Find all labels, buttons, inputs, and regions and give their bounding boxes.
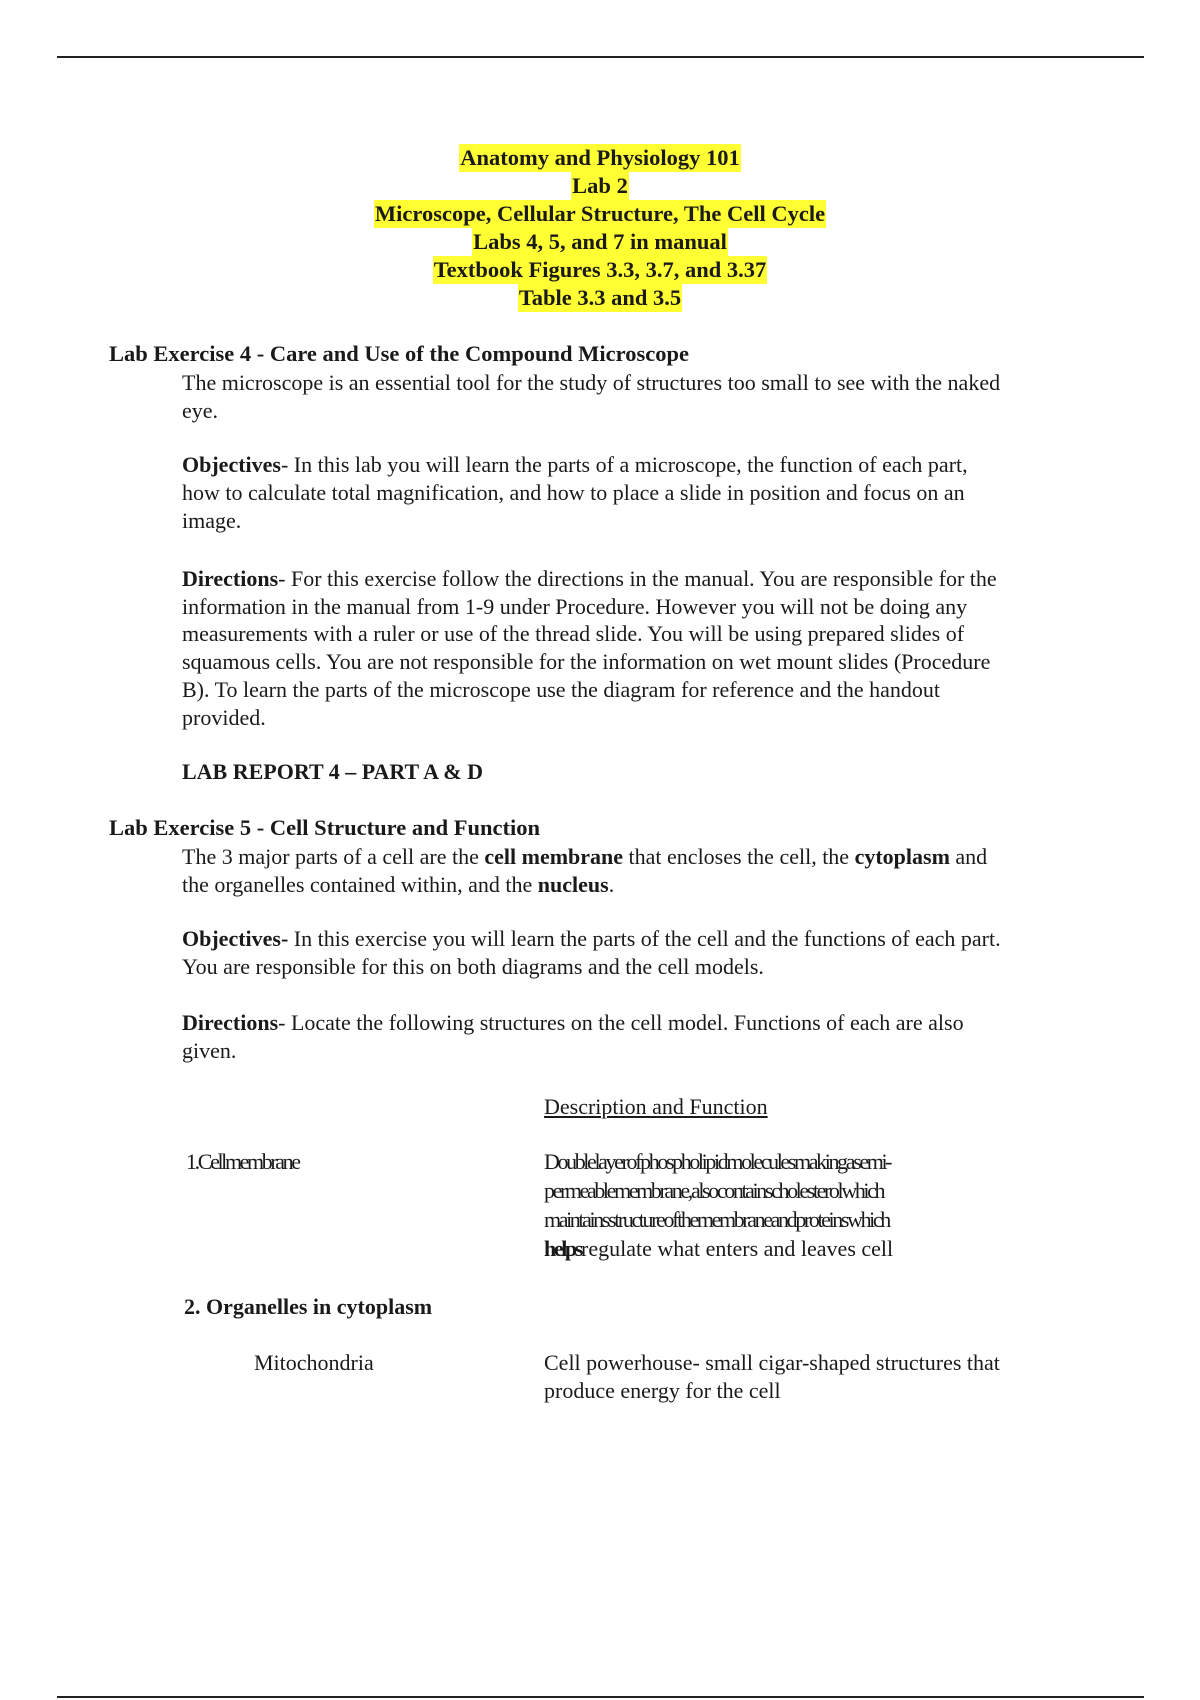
term-cytoplasm: cytoplasm: [854, 844, 950, 869]
textbook-figures: Textbook Figures 3.3, 3.7, and 3.37: [433, 257, 767, 282]
footer-rule: [57, 1696, 1144, 1698]
item-cell-membrane-desc: Double layer of phospholipid molecules making a semi-: [544, 1149, 891, 1174]
mitochondria-desc: produce energy for the cell: [544, 1378, 781, 1403]
ex4-intro-line: The microscope is an essential tool for the study of structures too small to see with the naked: [182, 370, 1001, 395]
course-title: Anatomy and Physiology 101: [460, 145, 740, 170]
objectives-label: Objectives: [182, 452, 281, 477]
ex5-objectives-line: You are responsible for this on both diagrams and the cell models.: [182, 954, 764, 979]
ex4-heading: Lab Exercise 4 - Care and Use of the Compound Microscope: [109, 341, 689, 366]
ex4-directions-line: information in the manual from 1-9 under Procedure. However you will not be doing any: [182, 594, 968, 619]
desc-text: helps: [544, 1236, 582, 1261]
header-rule: [57, 56, 1144, 58]
ex4-directions-line: squamous cells. You are not responsible for the information on wet mount slides (Procedure: [182, 649, 991, 674]
objectives-text: In this exercise you will learn the parts of the cell and the functions of each part.: [288, 926, 1001, 951]
term-nucleus: nucleus: [537, 872, 609, 897]
term-cell-membrane: cell membrane: [484, 844, 624, 869]
document-title-block: [0, 144, 1200, 312]
ex5-intro-line: [182, 871, 1082, 899]
objectives-text: - In this lab you will learn the parts of a microscope, the function of each part,: [280, 452, 968, 477]
tables-reference: Table 3.3 and 3.5: [518, 285, 682, 310]
intro-text: the organelles contained within, and the: [182, 872, 538, 897]
item-cell-membrane-label: 1. Cell membrane: [186, 1149, 299, 1174]
intro-text: and: [949, 844, 988, 869]
lab-number: Lab 2: [572, 173, 628, 198]
ex5-objectives: [182, 925, 1082, 953]
ex4-directions: [182, 565, 1082, 593]
ex4-objectives: [182, 451, 1082, 479]
ex4-directions-line: B). To learn the parts of the microscope use the diagram for reference and the handout: [182, 677, 940, 702]
objectives-label: Objectives-: [182, 926, 289, 951]
item-organelles-label: 2. Organelles in cytoplasm: [184, 1294, 433, 1319]
ex5-directions-line: given.: [182, 1038, 237, 1063]
directions-label: Directions: [182, 566, 279, 591]
intro-text: .: [608, 872, 615, 897]
ex4-intro-line: eye.: [182, 398, 219, 423]
item-cell-membrane-desc: maintains structure of the membrane and proteins which: [544, 1207, 889, 1232]
description-function-header: Description and Function: [544, 1094, 768, 1119]
lab-topic: Microscope, Cellular Structure, The Cell Cycle: [374, 201, 826, 226]
intro-text: that encloses the cell, the: [623, 844, 855, 869]
directions-text: - Locate the following structures on the cell model. Functions of each are also: [278, 1010, 964, 1035]
ex4-directions-line: measurements with a ruler or use of the thread slide. You will be using prepared slides of: [182, 621, 965, 646]
manual-labs: Labs 4, 5, and 7 in manual: [473, 229, 727, 254]
ex4-directions-line: provided.: [182, 705, 266, 730]
intro-text: The 3 major parts of a cell are the: [182, 844, 485, 869]
item-cell-membrane-desc: permeable membrane, also contains cholesterol which: [544, 1178, 884, 1203]
mitochondria-desc: Cell powerhouse- small cigar-shaped structures that: [544, 1350, 1000, 1375]
directions-label: Directions: [182, 1010, 279, 1035]
ex4-objectives-line: image.: [182, 508, 242, 533]
ex5-directions: [182, 1009, 1082, 1037]
item-cell-membrane-desc: [544, 1235, 1104, 1263]
lab-report-4: LAB REPORT 4 – PART A & D: [182, 759, 483, 784]
ex5-intro: [182, 843, 1082, 871]
ex5-heading: Lab Exercise 5 - Cell Structure and Function: [109, 815, 541, 840]
ex4-objectives-line: how to calculate total magnification, and how to place a slide in position and focus on an: [182, 480, 965, 505]
directions-text: - For this exercise follow the directions in the manual. You are responsible for the: [278, 566, 997, 591]
mitochondria-label: Mitochondria: [254, 1350, 374, 1375]
desc-text: regulate what enters and leaves cell: [581, 1236, 894, 1261]
